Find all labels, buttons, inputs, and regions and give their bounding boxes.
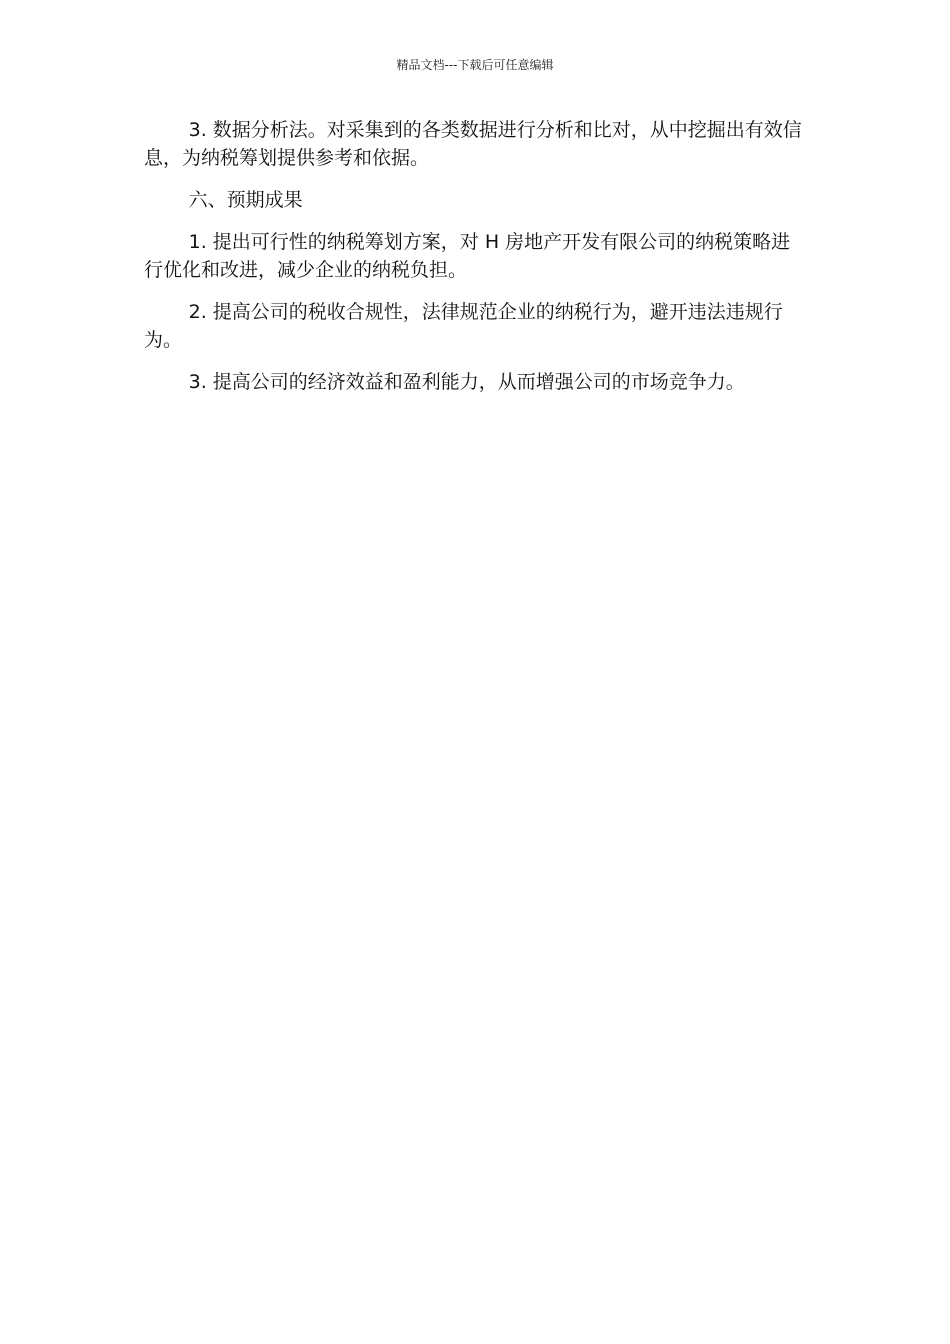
section-heading-expected-results: 六、预期成果	[188, 189, 303, 211]
document-body	[144, 116, 804, 410]
paragraph-result-2: 2. 提高公司的税收合规性，法律规范企业的纳税行为，避开违法违规行为。	[144, 301, 783, 351]
page-header: 精品文档---下载后可任意编辑	[396, 58, 554, 72]
paragraph-result-1: 1. 提出可行性的纳税筹划方案，对 H 房地产开发有限公司的纳税策略进行优化和改进，减少企业的纳税负担。	[144, 231, 791, 281]
paragraph-method-3: 3. 数据分析法。对采集到的各类数据进行分析和比对，从中挖掘出有效信息，为纳税筹划提供参考和依据。	[144, 119, 802, 169]
paragraph-result-3: 3. 提高公司的经济效益和盈利能力，从而增强公司的市场竞争力。	[188, 371, 745, 393]
